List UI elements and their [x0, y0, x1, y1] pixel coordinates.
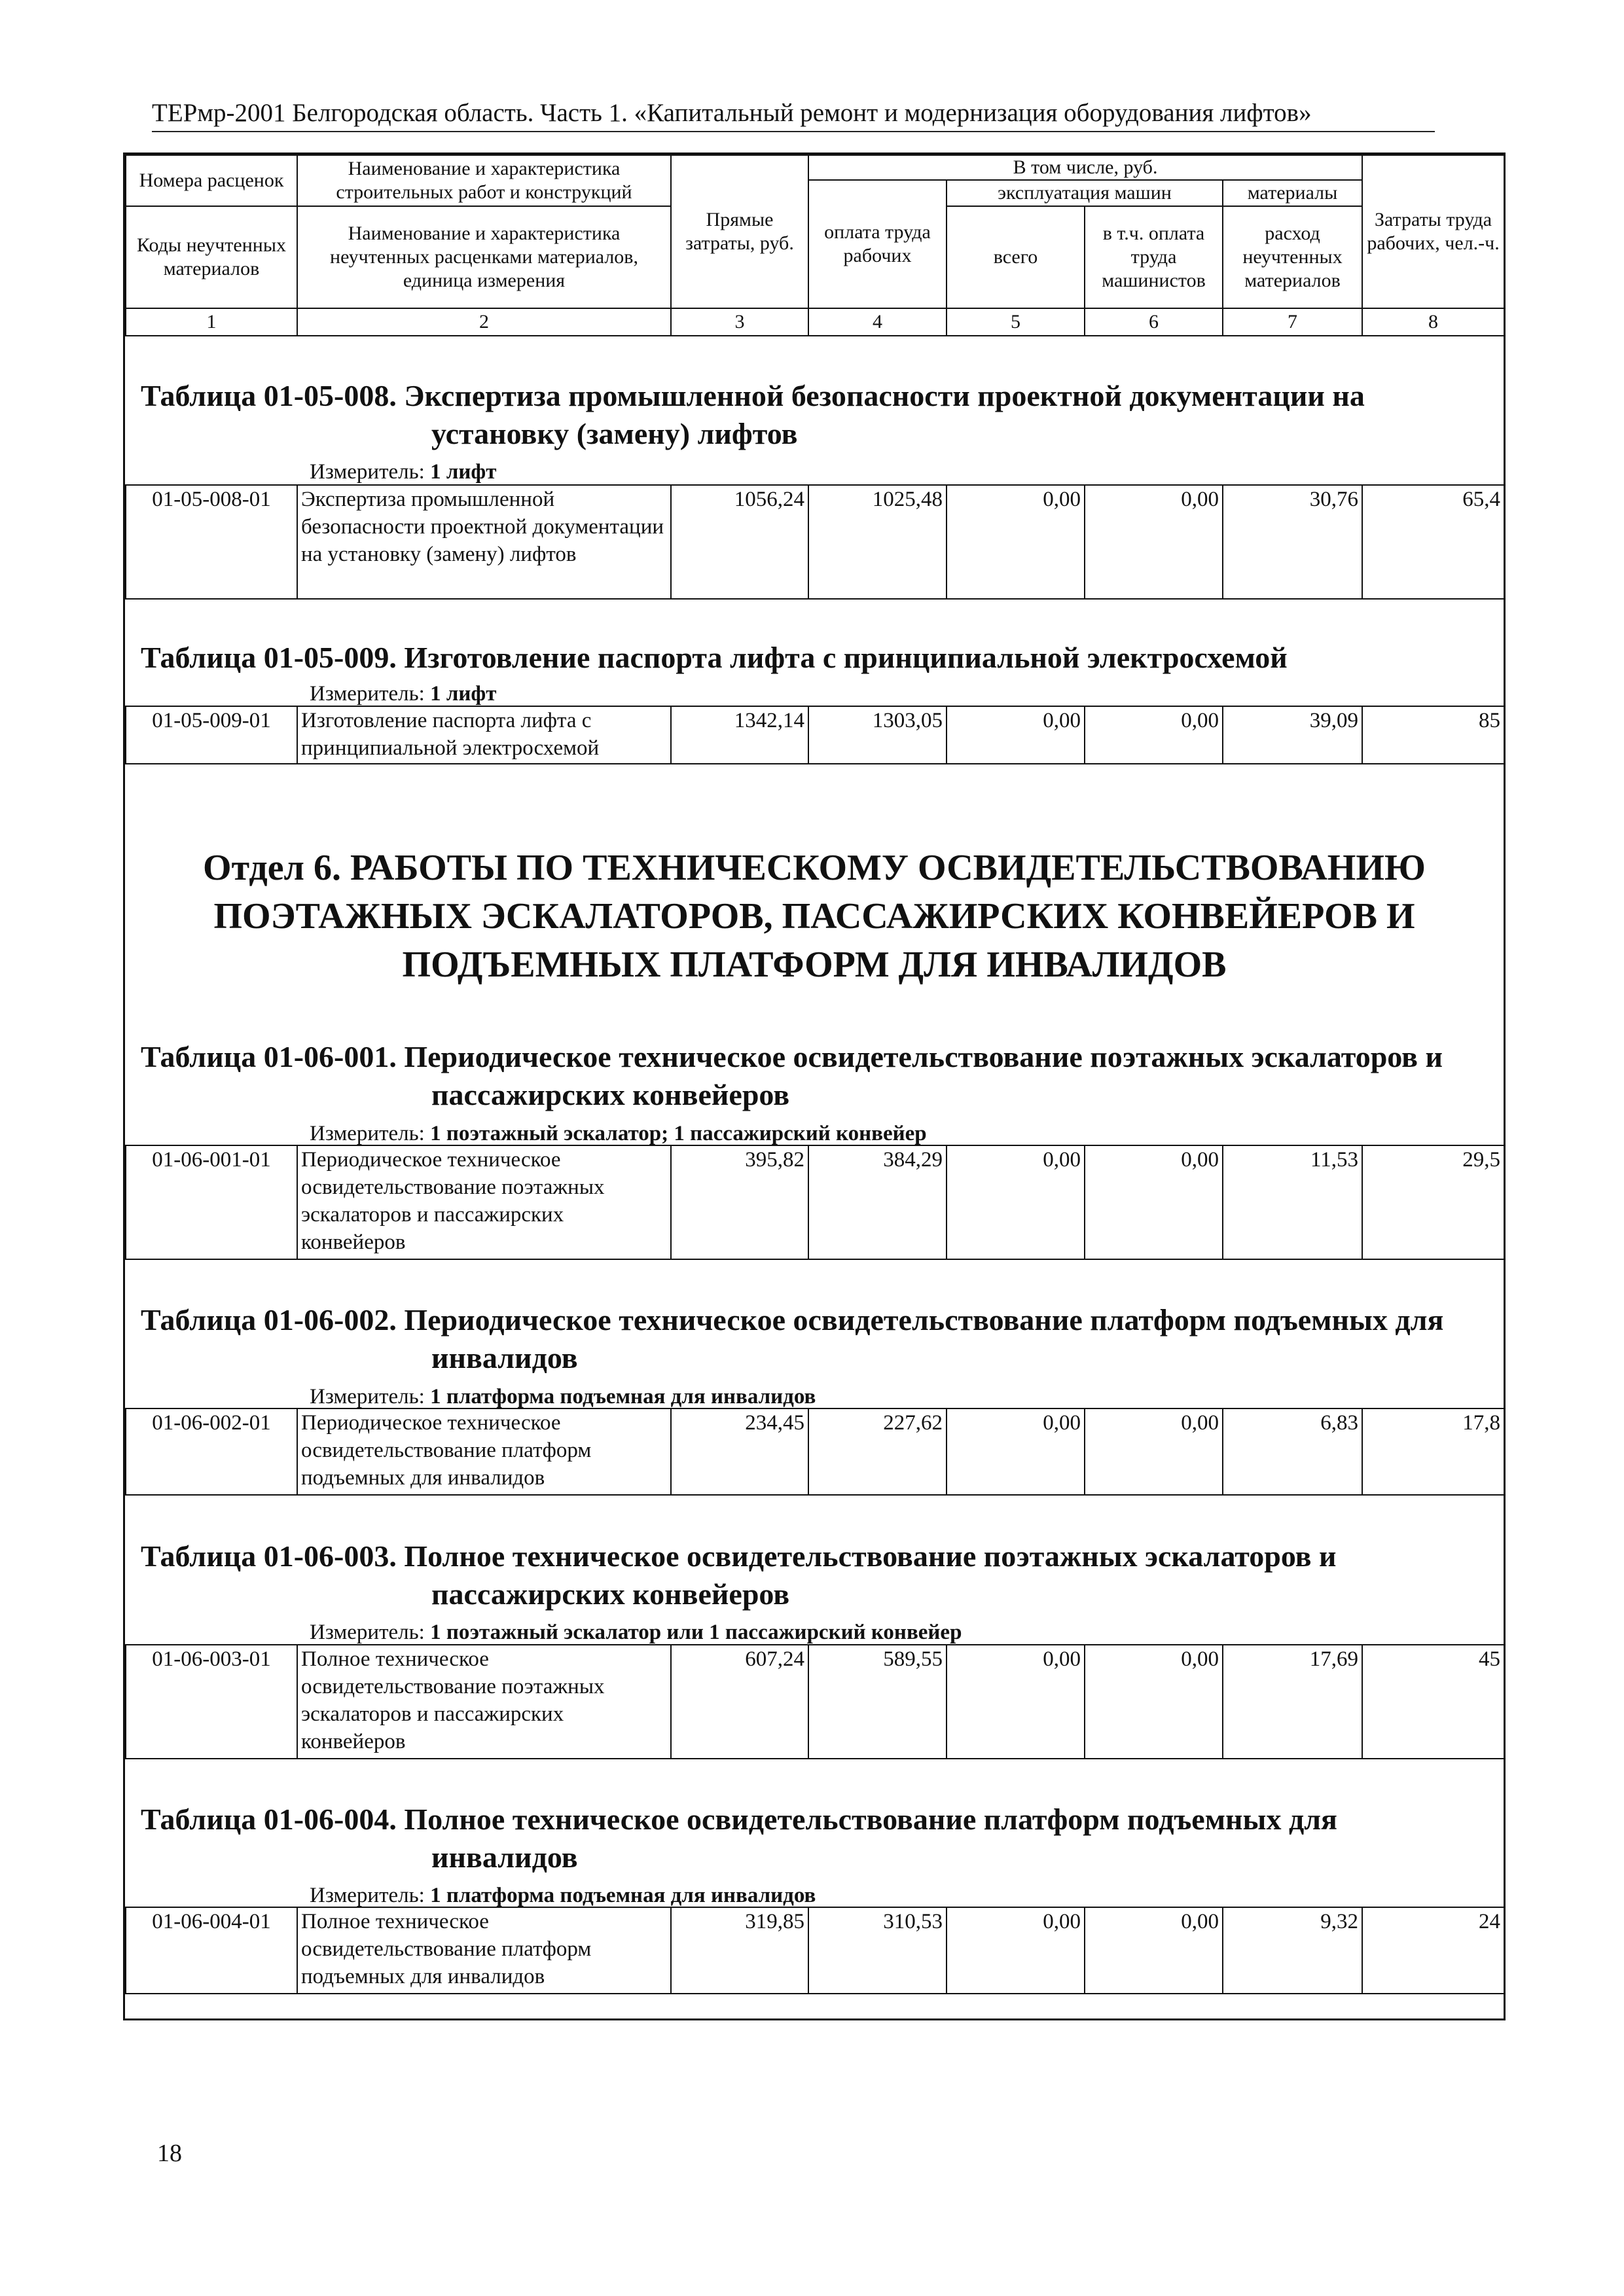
rate-name: Периодическое техническое освидетельствование поэтажных эскалаторов и пассажирских конвейеров [297, 1145, 671, 1259]
labor-hours: 85 [1362, 706, 1504, 764]
measure-line [310, 459, 496, 485]
column-number: 8 [1362, 308, 1504, 336]
table-title: Таблица 01-06-004. Полное техническое освидетельствование платформ подъемных для инвалидов [141, 1803, 1337, 1874]
direct-costs: 607,24 [671, 1645, 808, 1759]
direct-costs: 1056,24 [671, 485, 808, 599]
header-machine-operation: эксплуатация машин [947, 180, 1223, 206]
table-title: Таблица 01-05-008. Экспертиза промышленной безопасности проектной документации на установку (замену) лифтов [141, 379, 1365, 450]
measure-label: Измеритель: [310, 1884, 425, 1907]
column-header [125, 154, 1505, 336]
operator-wages: 0,00 [1085, 1645, 1223, 1759]
rate-name: Экспертиза промышленной безопасности проектной документации на установку (замену) лифтов [297, 485, 671, 599]
direct-costs: 234,45 [671, 1408, 808, 1495]
operator-wages: 0,00 [1085, 706, 1223, 764]
header-machines-total: всего [947, 206, 1085, 308]
machines-total: 0,00 [947, 1408, 1085, 1495]
rate-code: 01-06-002-01 [126, 1408, 297, 1495]
measure-line [310, 681, 496, 707]
rate-code: 01-06-004-01 [126, 1907, 297, 1994]
measure-label: Измеритель: [310, 1621, 425, 1644]
measure-value: 1 платформа подъемная для инвалидов [430, 1884, 816, 1907]
materials-cost: 11,53 [1223, 1145, 1362, 1259]
table-title: Таблица 01-06-003. Полное техническое освидетельствование поэтажных эскалаторов и пассажирских конвейеров [141, 1539, 1337, 1611]
materials-cost: 6,83 [1223, 1408, 1362, 1495]
section-heading: Отдел 6. РАБОТЫ ПО ТЕХНИЧЕСКОМУ ОСВИДЕТЕЛЬСТВОВАНИЮ ПОЭТАЖНЫХ ЭСКАЛАТОРОВ, ПАССАЖИРСКИХ КОНВЕЙЕРОВ И ПОДЪЕМНЫХ ПЛАТФОРМ ДЛЯ ИНВАЛИДОВ [203, 848, 1426, 985]
table-row [125, 1408, 1505, 1496]
table-row [125, 1145, 1505, 1260]
measure-value: 1 поэтажный эскалатор; 1 пассажирский конвейер [430, 1122, 927, 1145]
materials-cost: 39,09 [1223, 706, 1362, 764]
worker-wages: 589,55 [808, 1645, 947, 1759]
table-row [125, 1644, 1505, 1759]
measure-label: Измеритель: [310, 460, 425, 484]
column-number: 4 [808, 308, 947, 336]
machines-total: 0,00 [947, 706, 1085, 764]
header-worker-wages: оплата труда рабочих [808, 180, 947, 308]
worker-wages: 1303,05 [808, 706, 947, 764]
measure-label: Измеритель: [310, 1385, 425, 1408]
running-head: ТЕРмр-2001 Белгородская область. Часть 1. «Капитальный ремонт и модернизация оборудования лифтов» [152, 99, 1312, 127]
materials-cost: 30,76 [1223, 485, 1362, 599]
labor-hours: 65,4 [1362, 485, 1504, 599]
table-row [125, 706, 1505, 764]
worker-wages: 384,29 [808, 1145, 947, 1259]
header-direct-costs: Прямые затраты, руб. [671, 155, 808, 308]
header-rate-numbers: Номера расценок [126, 155, 297, 206]
column-number: 6 [1085, 308, 1223, 336]
header-material-names: Наименование и характеристика неучтенных расценками материалов, единица измерения [297, 206, 671, 308]
measure-value: 1 поэтажный эскалатор или 1 пассажирский конвейер [430, 1621, 962, 1644]
measure-line [310, 1121, 927, 1147]
measure-line [310, 1882, 816, 1909]
rate-name: Периодическое техническое освидетельствование платформ подъемных для инвалидов [297, 1408, 671, 1495]
worker-wages: 227,62 [808, 1408, 947, 1495]
measure-value: 1 лифт [430, 460, 497, 484]
labor-hours: 29,5 [1362, 1145, 1504, 1259]
operator-wages: 0,00 [1085, 485, 1223, 599]
rate-name: Полное техническое освидетельствование платформ подъемных для инвалидов [297, 1907, 671, 1994]
rates-table-frame [123, 152, 1506, 2020]
column-number: 2 [297, 308, 671, 336]
table-row [125, 1907, 1505, 1994]
header-materials: материалы [1223, 180, 1362, 206]
header-operator-wages: в т.ч. оплата труда машинистов [1085, 206, 1223, 308]
column-number: 3 [671, 308, 808, 336]
direct-costs: 395,82 [671, 1145, 808, 1259]
labor-hours: 45 [1362, 1645, 1504, 1759]
measure-value: 1 лифт [430, 682, 497, 706]
rate-code: 01-05-008-01 [126, 485, 297, 599]
column-number: 7 [1223, 308, 1362, 336]
operator-wages: 0,00 [1085, 1907, 1223, 1994]
machines-total: 0,00 [947, 1907, 1085, 1994]
machines-total: 0,00 [947, 1145, 1085, 1259]
direct-costs: 319,85 [671, 1907, 808, 1994]
rate-code: 01-05-009-01 [126, 706, 297, 764]
machines-total: 0,00 [947, 1645, 1085, 1759]
worker-wages: 1025,48 [808, 485, 947, 599]
header-material-consumption: расход неучтенных материалов [1223, 206, 1362, 308]
measure-value: 1 платформа подъемная для инвалидов [430, 1385, 816, 1408]
header-material-codes: Коды неучтенных материалов [126, 206, 297, 308]
table-row [125, 484, 1505, 600]
machines-total: 0,00 [947, 485, 1085, 599]
header-including: В том числе, руб. [808, 155, 1362, 180]
column-number: 5 [947, 308, 1085, 336]
worker-wages: 310,53 [808, 1907, 947, 1994]
header-labor-hours: Затраты труда рабочих, чел.-ч. [1362, 155, 1504, 308]
rate-code: 01-06-003-01 [126, 1645, 297, 1759]
operator-wages: 0,00 [1085, 1145, 1223, 1259]
labor-hours: 17,8 [1362, 1408, 1504, 1495]
table-title: Таблица 01-05-009. Изготовление паспорта лифта с принципиальной электросхемой [141, 641, 1288, 674]
column-number: 1 [126, 308, 297, 336]
labor-hours: 24 [1362, 1907, 1504, 1994]
measure-label: Измеритель: [310, 1122, 425, 1145]
table-title: Таблица 01-06-002. Периодическое техническое освидетельствование платформ подъемных для инвалидов [141, 1303, 1444, 1374]
materials-cost: 17,69 [1223, 1645, 1362, 1759]
table-title: Таблица 01-06-001. Периодическое техническое освидетельствование поэтажных эскалаторов и пассажирских конвейеров [141, 1040, 1443, 1111]
operator-wages: 0,00 [1085, 1408, 1223, 1495]
measure-line [310, 1619, 962, 1645]
rate-code: 01-06-001-01 [126, 1145, 297, 1259]
materials-cost: 9,32 [1223, 1907, 1362, 1994]
measure-label: Измеритель: [310, 682, 425, 706]
rate-name: Изготовление паспорта лифта с принципиальной электросхемой [297, 706, 671, 764]
measure-line [310, 1384, 816, 1410]
header-work-name: Наименование и характеристика строительных работ и конструкций [297, 155, 671, 206]
page-number: 18 [157, 2140, 182, 2167]
head-rule [152, 131, 1435, 132]
rate-name: Полное техническое освидетельствование поэтажных эскалаторов и пассажирских конвейеров [297, 1645, 671, 1759]
direct-costs: 1342,14 [671, 706, 808, 764]
